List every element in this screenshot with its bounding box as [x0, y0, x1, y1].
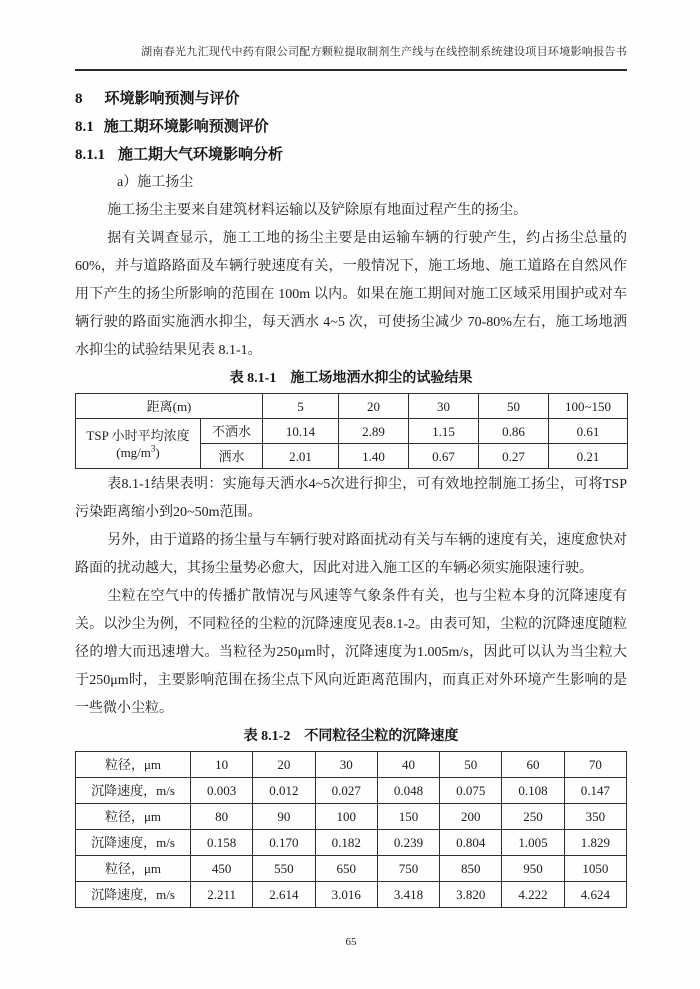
unit-prefix: (mg/m [116, 444, 151, 460]
table-cell-group-label [76, 419, 201, 469]
table-row [76, 882, 627, 908]
table-cell-row-label: 沉降速度，m/s [76, 830, 191, 856]
heading-number: 8.1.1 [75, 147, 105, 163]
table-cell: 70 [564, 752, 626, 778]
table-cell: 1050 [564, 856, 626, 882]
table-cell: 50 [440, 752, 502, 778]
table-cell: 0.012 [253, 778, 315, 804]
table-cell: 250 [502, 804, 564, 830]
table-cell: 1.005 [502, 830, 564, 856]
table-cell: 0.158 [191, 830, 253, 856]
unit-superscript: 3 [150, 443, 156, 454]
list-item-a: a）施工扬尘 [117, 175, 194, 190]
table-cell: 2.211 [191, 882, 253, 908]
table-cell: 0.075 [440, 778, 502, 804]
tsp-unit [116, 445, 160, 460]
table-cell: 650 [315, 856, 377, 882]
table-cell: 0.21 [549, 444, 628, 469]
table-cell: 0.27 [479, 444, 549, 469]
heading-text: 施工期环境影响预测评价 [103, 119, 269, 135]
table-cell: 40 [377, 752, 439, 778]
heading-number: 8 [75, 91, 83, 107]
page-header [75, 44, 627, 71]
paragraph-speed-limit: 另外，由于道路的扬尘量与车辆行驶对路面扰动有关与车辆的速度有关，速度愈快对路面的扰动越大，其扬尘量势必愈大，因此对进入施工区的车辆必须实施限速行驶。 [75, 533, 627, 576]
table-cell-row-label: 粒径，μm [76, 752, 191, 778]
table-cell: 4.624 [564, 882, 626, 908]
table-cell: 100~150 [549, 394, 628, 419]
table2-caption-text: 不同粒径尘粒的沉降速度 [304, 729, 459, 744]
table-cell: 0.61 [549, 419, 628, 444]
heading-text: 环境影响预测与评价 [104, 91, 240, 107]
table-cell-row-label: 洒水 [201, 444, 263, 469]
table-cell: 3.820 [440, 882, 502, 908]
paragraph-dust-source: 施工扬尘主要来自建筑材料运输以及铲除原有地面过程产生的扬尘。 [107, 203, 528, 218]
table-cell: 90 [253, 804, 315, 830]
table1-caption-text: 施工场地洒水抑尘的试验结果 [290, 371, 473, 386]
table-cell-row-label: 沉降速度，m/s [76, 882, 191, 908]
heading-number: 8.1 [75, 119, 94, 135]
table-cell: 60 [502, 752, 564, 778]
table-cell: 550 [253, 856, 315, 882]
table-settling-velocity [75, 751, 627, 908]
table-cell: 950 [502, 856, 564, 882]
table-cell: 3.418 [377, 882, 439, 908]
table-cell-row-label: 不洒水 [201, 419, 263, 444]
table-cell: 3.016 [315, 882, 377, 908]
table-cell: 10.14 [263, 419, 339, 444]
table-cell: 0.027 [315, 778, 377, 804]
table-cell: 1.15 [409, 419, 479, 444]
heading-level2 [75, 113, 627, 141]
table-cell: 30 [409, 394, 479, 419]
table-cell: 5 [263, 394, 339, 419]
table1-caption [75, 365, 627, 392]
table-row [76, 778, 627, 804]
table-cell: 50 [479, 394, 549, 419]
page-number: 65 [345, 936, 357, 948]
table-row [76, 394, 628, 419]
table-cell: 150 [377, 804, 439, 830]
table-cell: 750 [377, 856, 439, 882]
table-cell: 2.01 [263, 444, 339, 469]
table-cell: 350 [564, 804, 626, 830]
table-row [76, 804, 627, 830]
table-cell: 0.239 [377, 830, 439, 856]
table-cell-corner: 距离(m) [76, 394, 263, 419]
table-cell: 20 [253, 752, 315, 778]
paragraph-settling-velocity: 尘粒在空气中的传播扩散情况与风速等气象条件有关，也与尘粒本身的沉降速度有关。以沙尘为例，不同粒径的尘粒的沉降速度见表8.1-2。由表可知，尘粒的沉降速度随粒径的增大而迅速增大。当粒径为250μm时，沉降速度为1.005m/s，因此可以认为当尘粒大于250μm时，主要影响范围在扬尘点下风向近距离范围内，而真正对外环境产生影响的是一些微小尘粒。 [75, 589, 627, 716]
table-row [76, 419, 628, 444]
table-cell: 80 [191, 804, 253, 830]
table-cell-row-label: 粒径，μm [76, 804, 191, 830]
table-cell: 200 [440, 804, 502, 830]
table-cell: 4.222 [502, 882, 564, 908]
table-cell: 1.829 [564, 830, 626, 856]
table-row [76, 752, 627, 778]
table-cell: 2.89 [339, 419, 409, 444]
table-cell: 1.40 [339, 444, 409, 469]
table-cell: 20 [339, 394, 409, 419]
heading-level3 [75, 141, 627, 169]
table-cell: 10 [191, 752, 253, 778]
table-row [76, 830, 627, 856]
table-cell-row-label: 粒径，μm [76, 856, 191, 882]
heading-level1 [75, 85, 627, 113]
table-cell: 0.108 [502, 778, 564, 804]
heading-text: 施工期大气环境影响分析 [118, 147, 284, 163]
table-cell: 850 [440, 856, 502, 882]
table-cell: 0.147 [564, 778, 626, 804]
table-cell-row-label: 沉降速度，m/s [76, 778, 191, 804]
table-spray-test-results [75, 393, 628, 469]
table-row [76, 856, 627, 882]
unit-suffix: ) [155, 444, 160, 460]
header-title: 湖南春光九汇现代中药有限公司配方颗粒提取制剂生产线与在线控制系统建设项目环境影响报告书 [141, 46, 627, 58]
table1-caption-number: 表 8.1-1 [229, 371, 277, 386]
paragraph-survey: 据有关调查显示，施工工地的扬尘主要是由运输车辆的行驶产生，约占扬尘总量的60%，并与道路路面及车辆行驶速度有关，一般情况下，施工场地、施工道路在自然风作用下产生的扬尘所影响的范围在 100m 以内。如果在施工期间对施工区域采用围护或对车辆行驶的路面实施洒水抑尘，每天洒水 4~5 次，可使扬尘减少 70-80%左右，施工场地洒水抑尘的试验结果见表 8.1-1。 [75, 231, 627, 358]
table-cell: 0.67 [409, 444, 479, 469]
table-cell: 0.182 [315, 830, 377, 856]
table-cell: 100 [315, 804, 377, 830]
table2-caption-number: 表 8.1-2 [243, 729, 291, 744]
paragraph-table1-conclusion: 表8.1-1结果表明：实施每天洒水4~5次进行抑尘，可有效地控制施工扬尘，可将TSP污染距离缩小到20~50m范围。 [75, 477, 627, 520]
table-cell: 2.614 [253, 882, 315, 908]
tsp-label: TSP 小时平均浓度 [86, 427, 190, 443]
table-cell: 0.804 [440, 830, 502, 856]
table-cell: 0.003 [191, 778, 253, 804]
table-cell: 450 [191, 856, 253, 882]
table-cell: 0.048 [377, 778, 439, 804]
table-cell: 0.170 [253, 830, 315, 856]
table2-caption [75, 723, 627, 750]
table-cell: 0.86 [479, 419, 549, 444]
section-headings [75, 85, 627, 197]
table-cell: 30 [315, 752, 377, 778]
